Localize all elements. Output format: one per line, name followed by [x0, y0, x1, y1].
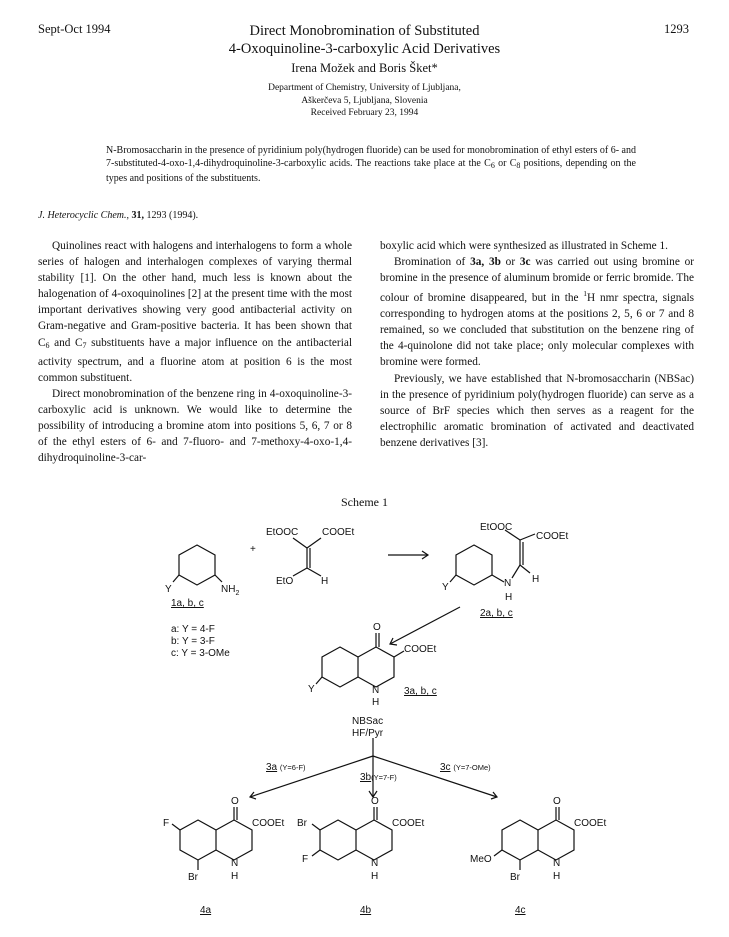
atom-label: H — [371, 871, 379, 882]
text: was carried out using bromine or bromine in the presence of aluminum bromide or ferric bromide. The colour of bromine disappeared, but in the — [380, 256, 695, 305]
atom-label: O — [553, 796, 561, 807]
compound-ref: 3a, — [470, 256, 485, 269]
substituent-key — [171, 624, 230, 660]
abstract-sub-6: 6 — [490, 161, 495, 170]
condition-3b — [360, 772, 397, 783]
condition-3c — [440, 762, 491, 773]
paragraph — [38, 238, 352, 386]
atom-label: H — [321, 576, 329, 587]
body-column-right — [380, 238, 694, 451]
intermediate-ring — [456, 545, 492, 585]
atom-label: N — [371, 858, 379, 869]
atom-label: COOEt — [404, 644, 437, 655]
atom-label: H — [231, 871, 239, 882]
compound-ref: 3b — [488, 256, 501, 269]
affiliation-line-2: Aškerčeva 5, Ljubljana, Slovenia — [301, 95, 428, 106]
condition-note: (Y=6-F) — [279, 763, 306, 772]
citation — [38, 210, 198, 221]
bond — [173, 575, 179, 582]
subscript: 6 — [45, 340, 50, 350]
abstract-text: N-Bromosaccharin in the presence of pyridinium poly(hydrogen fluoride) can be used for monobromination of ethyl esters of 6- and 7-substituted-4-oxo-1,4-dihydroquinoline-3-carboxylic acids. The reactions take place at the C — [106, 145, 636, 169]
atom-label: Br — [510, 872, 520, 883]
atom-label: $NH_2$ — [221, 584, 240, 597]
bond — [312, 850, 320, 856]
received-date: Received February 23, 1994 — [310, 108, 419, 118]
bond — [293, 568, 307, 576]
bond — [520, 565, 530, 573]
bond — [307, 568, 321, 576]
atom-label: N — [231, 858, 239, 869]
compound-ref: 3c — [440, 762, 451, 773]
citation-pages: 1293 (1994). — [146, 210, 199, 221]
atom-label: COOEt — [392, 818, 425, 829]
citation-journal: J. Heterocyclic Chem., — [38, 210, 129, 221]
superscript: 1 — [583, 289, 588, 299]
product-4b-pyridone — [356, 820, 392, 860]
condition-note: (Y=7-OMe) — [453, 763, 491, 772]
product-4c-pyridone — [538, 820, 574, 860]
atom-label: N — [504, 578, 512, 589]
atom-label: N — [553, 858, 561, 869]
label-3abc: 3a, b, c — [404, 686, 437, 697]
product-4a-benzene — [180, 820, 216, 860]
atom-label: Br — [297, 818, 307, 829]
paragraph: Previously, we have established that N-bromosaccharin (NBSac) in the presence of pyridinium poly(hydrogen fluoride) can serve as a source of BrF species which then serves as a reagent for the electrophilic aromatic bromination of activated and deactivated benzene derivatives [3]. — [380, 372, 694, 449]
label-4a: 4a — [200, 905, 212, 916]
atom-label: Y — [165, 584, 172, 595]
affiliation-line-1: Department of Chemistry, University of Ljubljana, — [268, 83, 461, 93]
substituent-b: b: Y = 3-F — [171, 636, 215, 647]
plus-sign: + — [250, 544, 256, 555]
bond — [312, 824, 320, 830]
atom-label: Y — [442, 582, 449, 593]
product-4b-benzene — [320, 820, 356, 860]
atom-label: MeO — [470, 854, 492, 865]
label-4c: 4c — [515, 905, 526, 916]
label-4b: 4b — [360, 905, 372, 916]
aniline-ring — [179, 545, 215, 585]
text: Quinolines react with halogens and interhalogens to form a whole series of halogen and interhalogen complexes of varying thermal stability [1]. On the other hand, much less is known about the halogenation of 4-oxoquinolines [2] at the present time with the most important derivatives showing very good antibacterial activity on Gram-negative and Gram-positive bacteria. It has been shown that C — [38, 240, 352, 349]
paragraph: Direct monobromination of the benzene ring in 4-oxoquinoline-3-carboxylic acid is unknown. We would like to determine the possibility of introducing a bromine atom into positions 5, 6, 7 or 8 of the ethyl esters of 6- and 7-fluoro- and 7-methoxy-4-oxo-1,4-dihydroquinoline-3-car- — [38, 387, 352, 465]
quinolone-pyridone-ring — [358, 647, 394, 687]
reagent-nbsac: NBSac — [352, 716, 384, 727]
page-number: 1293 — [664, 22, 689, 36]
atom-label: F — [163, 818, 170, 829]
title-line-1: Direct Monobromination of Substituted — [249, 23, 480, 39]
atom-label: Br — [188, 872, 198, 883]
body-column-left — [38, 238, 352, 466]
atom-label: F — [302, 854, 309, 865]
compound-ref: 3b — [360, 772, 372, 783]
citation-volume: 31, — [131, 210, 144, 221]
substituent-c: c: Y = 3-OMe — [171, 648, 230, 659]
bond — [307, 538, 321, 548]
abstract-text-end: positions, depending on the types and positions of the substituents. — [106, 158, 636, 184]
abstract — [106, 144, 636, 185]
atom-label: COOEt — [574, 818, 607, 829]
bond — [520, 534, 535, 540]
text: or — [500, 256, 520, 269]
abstract-sub-8: 8 — [516, 161, 521, 170]
quinolone-benzene-ring — [322, 647, 358, 687]
bond — [450, 575, 456, 582]
text: Bromination of — [394, 256, 471, 269]
bond — [512, 565, 520, 578]
compound-ref: 3a — [266, 762, 278, 773]
atom-label: N — [372, 685, 380, 696]
authors: Irena Možek and Boris Šket* — [291, 61, 438, 75]
bond — [172, 824, 180, 830]
atom-label: COOEt — [536, 531, 569, 542]
bond — [494, 850, 502, 856]
bond — [215, 575, 222, 582]
arrow-2 — [390, 607, 460, 644]
atom-label: H — [553, 871, 561, 882]
label-1abc: 1a, b, c — [171, 598, 204, 609]
atom-label: H — [372, 697, 380, 708]
product-4a-pyridone — [216, 820, 252, 860]
atom-label: EtOOC — [266, 527, 299, 538]
paragraph — [380, 254, 694, 370]
bond — [492, 575, 504, 582]
text: and C — [49, 336, 83, 349]
journal-issue: Sept-Oct 1994 — [38, 22, 111, 36]
title-line-2: 4-Oxoquinoline-3-carboxylic Acid Derivatives — [228, 41, 501, 57]
atom-label: COOEt — [252, 818, 285, 829]
scheme-title: Scheme 1 — [341, 495, 388, 509]
atom-label: H — [532, 574, 540, 585]
atom-label: COOEt — [322, 527, 355, 538]
abstract-text-mid: or C — [494, 158, 517, 169]
bond — [293, 538, 307, 548]
article-title — [0, 22, 729, 58]
atom-label: H — [505, 592, 513, 603]
atom-label: EtOOC — [480, 522, 513, 533]
paragraph: boxylic acid which were synthesized as illustrated in Scheme 1. — [380, 240, 668, 252]
bond — [316, 677, 322, 684]
reagents — [352, 716, 383, 740]
atom-label: O — [371, 796, 379, 807]
condition-note: (Y=7-F) — [371, 773, 397, 782]
atom-label: Y — [308, 684, 315, 695]
product-4c-benzene — [502, 820, 538, 860]
subscript: 7 — [82, 340, 87, 350]
substituent-a: a: Y = 4-F — [171, 624, 215, 635]
atom-label: O — [231, 796, 239, 807]
bond — [394, 651, 404, 657]
condition-3a — [266, 762, 306, 773]
affiliation — [0, 82, 729, 120]
text: substituents have a major influence on the antibacterial activity spectrum, and a fluorine atom at position 6 is the most common substituent. — [38, 336, 352, 384]
reagent-hfpyr: HF/Pyr — [352, 728, 384, 739]
label-2abc: 2a, b, c — [480, 608, 513, 619]
text: H nmr spectra, signals corresponding to hydrogen atoms at the positions 2, 5, 6 or 7 and 8 remained, so we concluded that substitution on the benzene ring of the 4-quinolone did not take place; only molecular complexes with bromine were formed. — [380, 292, 694, 369]
compound-ref: 3c — [519, 256, 531, 269]
atom-label: O — [373, 622, 381, 633]
atom-label: EtO — [276, 576, 294, 587]
